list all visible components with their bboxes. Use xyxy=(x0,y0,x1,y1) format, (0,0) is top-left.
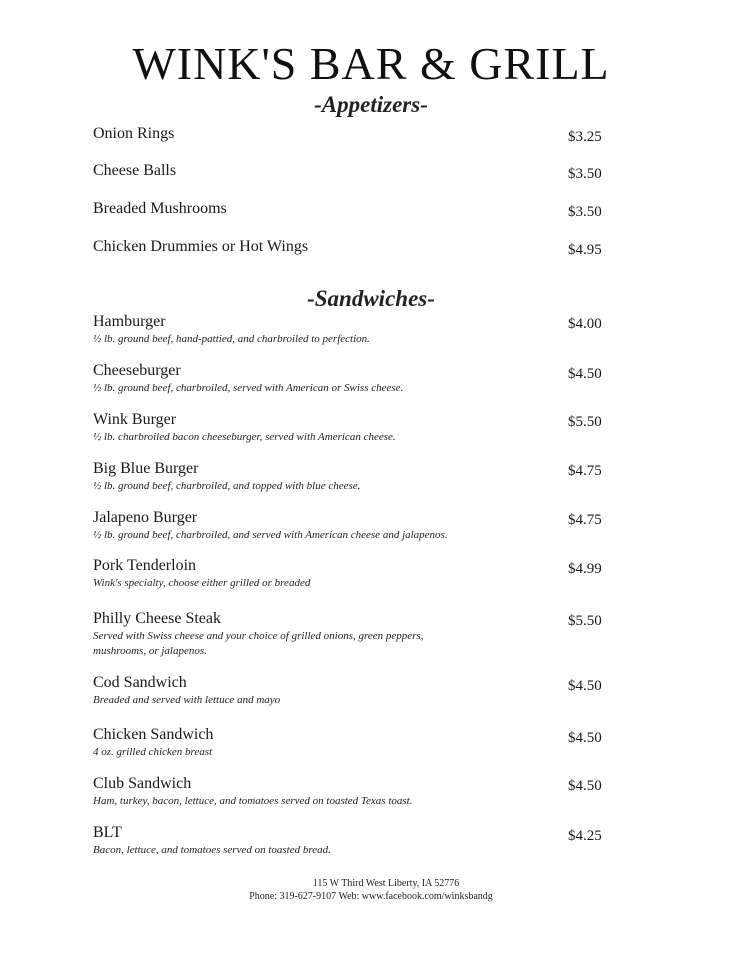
item-description: Served with Swiss cheese and your choice of grilled onions, green peppers, xyxy=(93,630,424,642)
item-description: Breaded and served with lettuce and mayo xyxy=(93,694,281,706)
item-description: ½ lb. charbroiled bacon cheeseburger, served with American cheese. xyxy=(93,431,396,443)
item-name: Hamburger xyxy=(93,313,166,330)
item-description: Ham, turkey, bacon, lettuce, and tomatoes served on toasted Texas toast. xyxy=(93,795,413,807)
menu-item xyxy=(93,161,613,181)
item-name: Club Sandwich xyxy=(93,775,192,792)
item-price: $3.50 xyxy=(568,204,602,220)
item-name: Chicken Drummies or Hot Wings xyxy=(93,238,309,255)
item-price: $4.50 xyxy=(568,678,602,694)
sandwiches-heading: -Sandwiches- xyxy=(307,286,435,311)
menu-item xyxy=(93,774,613,809)
menu-item xyxy=(93,673,613,708)
item-price: $4.95 xyxy=(568,242,602,258)
item-name: Cheeseburger xyxy=(93,362,181,379)
item-description: ½ lb. ground beef, charbroiled, and topped with blue cheese. xyxy=(93,480,361,492)
item-price: $4.25 xyxy=(568,828,602,844)
item-price: $4.00 xyxy=(568,316,602,332)
footer-contact: Phone: 319-627-9107 Web: www.facebook.com/winksbandg xyxy=(249,891,493,902)
menu-item xyxy=(93,508,613,543)
item-description: Bacon, lettuce, and tomatoes served on toasted bread. xyxy=(93,844,331,856)
menu-item xyxy=(93,725,613,760)
item-price: $4.50 xyxy=(568,730,602,746)
item-name: Onion Rings xyxy=(93,125,175,142)
item-name: Philly Cheese Steak xyxy=(93,610,221,627)
item-name: Wink Burger xyxy=(93,411,177,428)
item-price: $4.50 xyxy=(568,366,602,382)
item-price: $5.50 xyxy=(568,613,602,629)
item-name: Jalapeno Burger xyxy=(93,509,198,526)
item-price: $4.75 xyxy=(568,463,602,479)
restaurant-title: WINK'S BAR & GRILL xyxy=(132,38,610,89)
item-description-continued: mushrooms, or jalapenos. xyxy=(93,645,207,657)
item-price: $4.99 xyxy=(568,561,602,577)
menu-item xyxy=(93,124,613,144)
menu-item xyxy=(93,823,613,858)
item-name: Pork Tenderloin xyxy=(93,557,197,574)
appetizers-heading: -Appetizers- xyxy=(314,92,428,117)
item-price: $3.50 xyxy=(568,166,602,182)
footer xyxy=(0,877,742,903)
menu-item xyxy=(93,312,613,347)
item-description: Wink's specialty, choose either grilled or breaded xyxy=(93,577,311,589)
item-name: Chicken Sandwich xyxy=(93,726,214,743)
menu-item xyxy=(93,361,613,396)
menu-item xyxy=(93,237,613,257)
item-name: Breaded Mushrooms xyxy=(93,200,227,217)
item-price: $5.50 xyxy=(568,414,602,430)
item-description: ½ lb. ground beef, charbroiled, and served with American cheese and jalapenos. xyxy=(93,529,448,541)
menu-item xyxy=(93,199,613,219)
item-name: BLT xyxy=(93,824,122,841)
item-price: $3.25 xyxy=(568,129,602,145)
item-price: $4.75 xyxy=(568,512,602,528)
item-name: Cod Sandwich xyxy=(93,674,187,691)
item-description: 4 oz. grilled chicken breast xyxy=(93,746,213,758)
footer-address: 115 W Third West Liberty, IA 52776 xyxy=(312,878,460,889)
menu-item xyxy=(93,609,613,659)
menu-item xyxy=(93,410,613,445)
menu-item xyxy=(93,556,613,591)
item-name: Cheese Balls xyxy=(93,162,177,179)
item-price: $4.50 xyxy=(568,778,602,794)
item-description: ½ lb. ground beef, charbroiled, served with American or Swiss cheese. xyxy=(93,382,404,394)
menu-item xyxy=(93,459,613,494)
item-description: ½ lb. ground beef, hand-pattied, and charbroiled to perfection. xyxy=(93,333,370,345)
item-name: Big Blue Burger xyxy=(93,460,199,477)
